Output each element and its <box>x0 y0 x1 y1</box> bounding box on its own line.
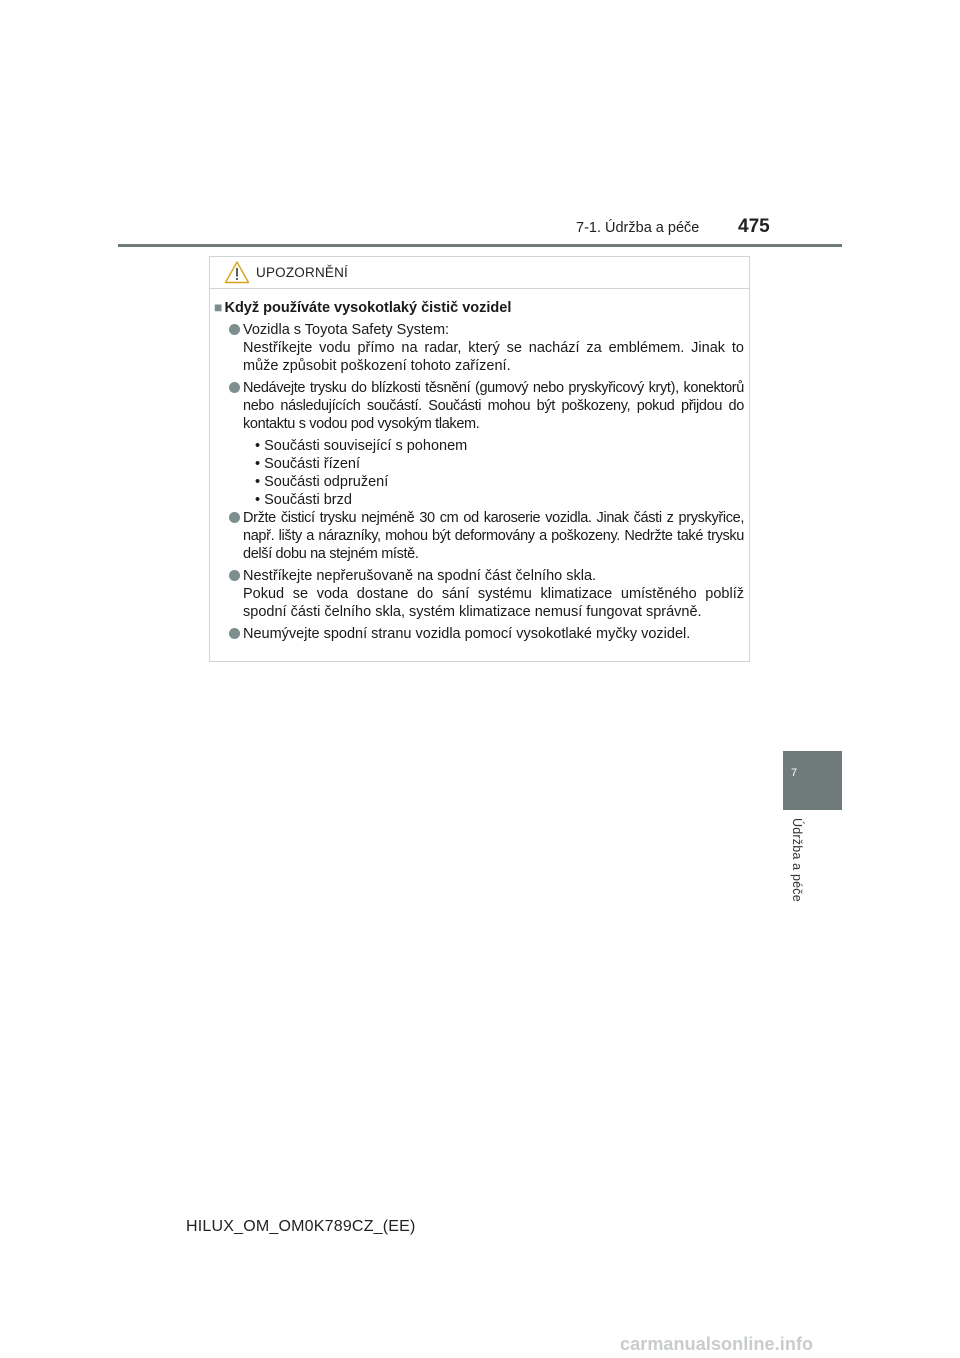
circle-bullet-icon <box>228 322 241 335</box>
sub-item: • Součásti související s pohonem <box>255 438 468 454</box>
document-code: HILUX_OM_OM0K789CZ_(EE) <box>186 1218 416 1235</box>
page-number: 475 <box>738 216 770 237</box>
warning-header <box>210 257 749 289</box>
item-text: Nedávejte trysku do blízkosti těsnění (gumový nebo pryskyřicový kryt), konektorů nebo následujících součástí. Součásti mohou být poškozeny, pokud přijdou do kontaktu s vodou pod vysokým tlakem. <box>243 380 744 432</box>
sub-item: • Součásti odpružení <box>255 474 389 490</box>
warning-title: UPOZORNĚNÍ <box>256 265 349 280</box>
section-heading <box>214 299 511 316</box>
item-text: Pokud se voda dostane do sání systému klimatizace umístěného poblíž spodní části čelního skla, systém klimatizace nemusí fungovat správně. <box>243 586 744 620</box>
sub-item: • Součásti řízení <box>255 456 361 472</box>
header-section-title: 7-1. Údržba a péče <box>576 220 700 236</box>
warning-item-radar <box>228 321 744 375</box>
sub-item: • Součásti brzd <box>255 492 352 508</box>
circle-bullet-icon <box>228 626 241 639</box>
item-text: Nestříkejte vodu přímo na radar, který se nachází za emblémem. Jinak to může způsobit poškození tohoto zařízení. <box>243 340 744 374</box>
header-divider <box>118 244 842 247</box>
chapter-tab <box>783 751 842 810</box>
item-line: Vozidla s Toyota Safety System: <box>243 322 450 338</box>
circle-bullet-icon <box>228 568 241 581</box>
circle-bullet-icon <box>228 380 241 393</box>
item-text: Neumývejte spodní stranu vozidla pomocí vysokotlaké myčky vozidel. <box>243 626 691 642</box>
item-text: Držte čisticí trysku nejméně 30 cm od karoserie vozidla. Jinak části z pryskyřice, např. lišty a nárazníky, mohou být deformovány a poškozeny. Nedržte také trysku delší dobu na stejném místě. <box>243 510 744 562</box>
warning-item-distance <box>228 509 744 563</box>
square-bullet-icon: ■ <box>214 299 223 315</box>
warning-box <box>209 256 750 662</box>
chapter-side-label: Údržba a péče <box>790 818 804 902</box>
warning-triangle-icon <box>224 260 250 284</box>
warning-item-underbody <box>228 625 744 643</box>
watermark: carmanualsonline.info <box>620 1334 814 1354</box>
section-heading-text: Když používáte vysokotlaký čistič vozidel <box>224 300 512 316</box>
warning-item-windshield <box>228 567 744 621</box>
circle-bullet-icon <box>228 510 241 523</box>
chapter-number: 7 <box>791 767 798 779</box>
item-line: Nestříkejte nepřerušovaně na spodní část čelního skla. <box>243 568 597 584</box>
warning-item-nozzle-seals <box>228 379 744 433</box>
